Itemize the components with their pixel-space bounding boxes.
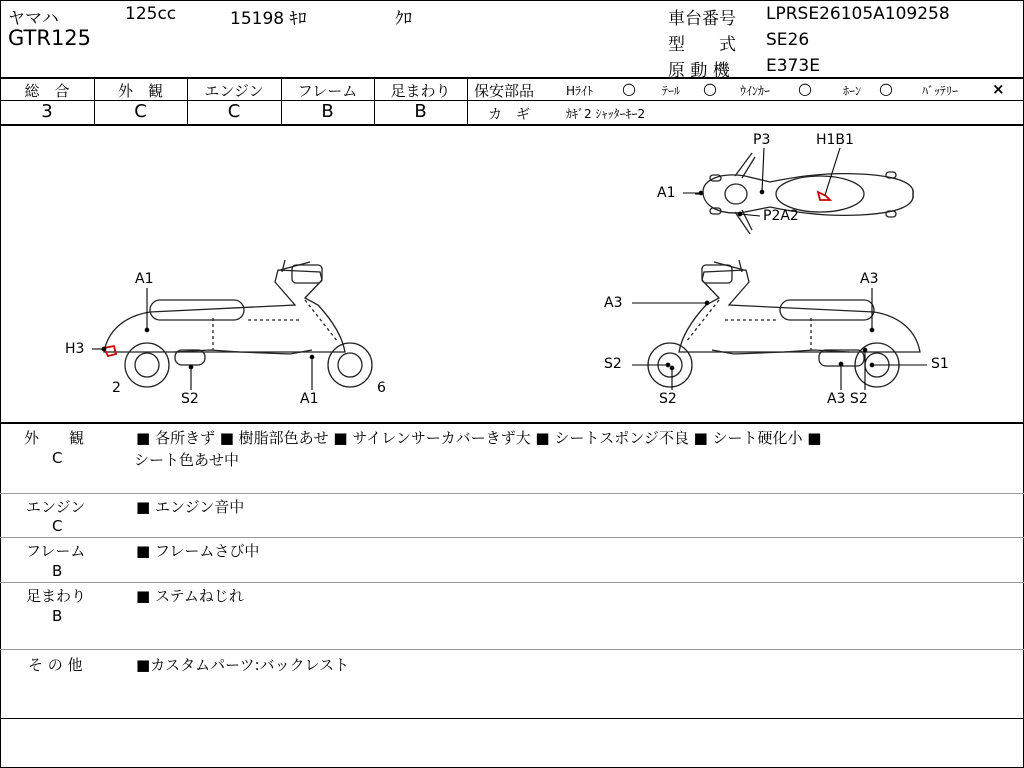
type-label: 型 式 [668,35,736,55]
safety-mark-battery: × [992,80,1005,98]
safety-item-winker: ｳｲﾝｶｰ [740,84,771,98]
rule [0,718,1024,719]
grade-frame-label: フレーム [297,82,358,100]
diagram-label-s2-front: S2 [604,356,622,372]
diagram-label-a3s2: A3 S2 [827,391,868,407]
diagram-label-a3-left: A3 [604,295,623,311]
model-name: GTR125 [8,26,92,50]
diagram-label-s2-bottom: S2 [659,391,677,407]
safety-mark-horn: ○ [879,79,893,98]
safety-label: 保安部品 [474,82,535,100]
body-color: ｸﾛ [395,9,412,29]
diagram-label-h3: H3 [65,341,85,357]
engine-model: E373E [766,56,820,76]
remark-frame-label: フレーム [26,542,86,560]
remark-exterior-grade: C [52,449,63,467]
rule [468,100,1024,101]
safety-mark-tail: ○ [703,79,717,98]
remark-engine-text: ■ エンジン音中 [136,498,245,516]
rule [0,493,1024,494]
rule [467,78,468,125]
safety-item-battery: ﾊﾞｯﾃﾘｰ [922,84,959,98]
safety-item-headlight: Hﾗｲﾄ [566,84,594,98]
grade-exterior-label: 外 観 [117,82,163,100]
remark-exterior-text: ■ 各所きず ■ 樹脂部色あせ ■ サイレンサーカバーきず大 ■ シートスポンジ不良 ■ シート硬化小 ■ [136,429,822,447]
damage-mark-top [818,192,830,200]
remark-suspension-text: ■ ステムねじれ [136,587,244,605]
scooter-right-view [648,260,920,387]
type-value: SE26 [766,30,810,50]
safety-mark-headlight: ○ [622,79,636,98]
scooter-top-view [695,153,913,234]
rule [0,649,1024,650]
remark-other-label: そ の 他 [28,656,83,674]
grade-frame-value: B [321,101,334,122]
remark-engine-label: エンジン [26,498,86,516]
frame-no-label: 車台番号 [668,9,736,29]
diagram-label-a1-bottom: A1 [300,391,319,407]
remark-engine-grade: C [52,517,63,535]
grade-engine-value: C [227,101,241,122]
safety-item-horn: ﾎｰﾝ [843,84,862,98]
grade-suspension-value: B [414,101,427,122]
grade-overall-value: 3 [41,101,53,122]
remark-other-text: ■カスタムパーツ:バックレスト [136,656,350,674]
grade-overall-label: 総 合 [24,82,70,100]
grade-suspension-label: 足まわり [390,82,451,100]
remark-frame-text: ■ フレームさび中 [136,542,260,560]
diagram-label-a1-top: A1 [657,185,676,201]
diagram-label-p3: P3 [753,132,771,148]
safety-item-tail: ﾃｰﾙ [662,84,681,98]
displacement: 125cc [125,4,177,24]
diagram-label-a3-right: A3 [860,271,879,287]
diagram-label-p2a2: P2A2 [763,208,799,224]
remark-exterior-text-2: シート色あせ中 [134,451,240,469]
safety-mark-winker: ○ [798,79,812,98]
remark-suspension-grade: B [52,607,63,625]
key-value: ｶｷﾞ2 ｼｬｯﾀｰｷｰ2 [566,107,646,121]
mileage: 15198 ｷﾛ [230,9,307,29]
rule [0,582,1024,583]
remark-suspension-label: 足まわり [26,587,87,605]
engine-label: 原 動 機 [668,61,730,81]
diagram-label-6: 6 [377,380,386,396]
frame-no: LPRSE26105A109258 [766,4,950,24]
diagram-label-2: 2 [112,380,121,396]
rule [0,422,1024,424]
grade-exterior-value: C [134,101,147,122]
maker: ヤマハ [8,9,59,29]
diagram-label-s2-left: S2 [181,391,199,407]
diagram-label-s1: S1 [931,356,949,372]
rule [0,77,1024,79]
key-label: カ ギ [488,107,530,123]
diagram-label-a1-left: A1 [135,271,154,287]
diagram-label-h1b1: H1B1 [816,132,854,148]
remark-exterior-label: 外 観 [24,429,85,447]
remark-frame-grade: B [52,562,63,580]
grade-engine-label: エンジン [204,82,264,100]
rule [0,537,1024,538]
